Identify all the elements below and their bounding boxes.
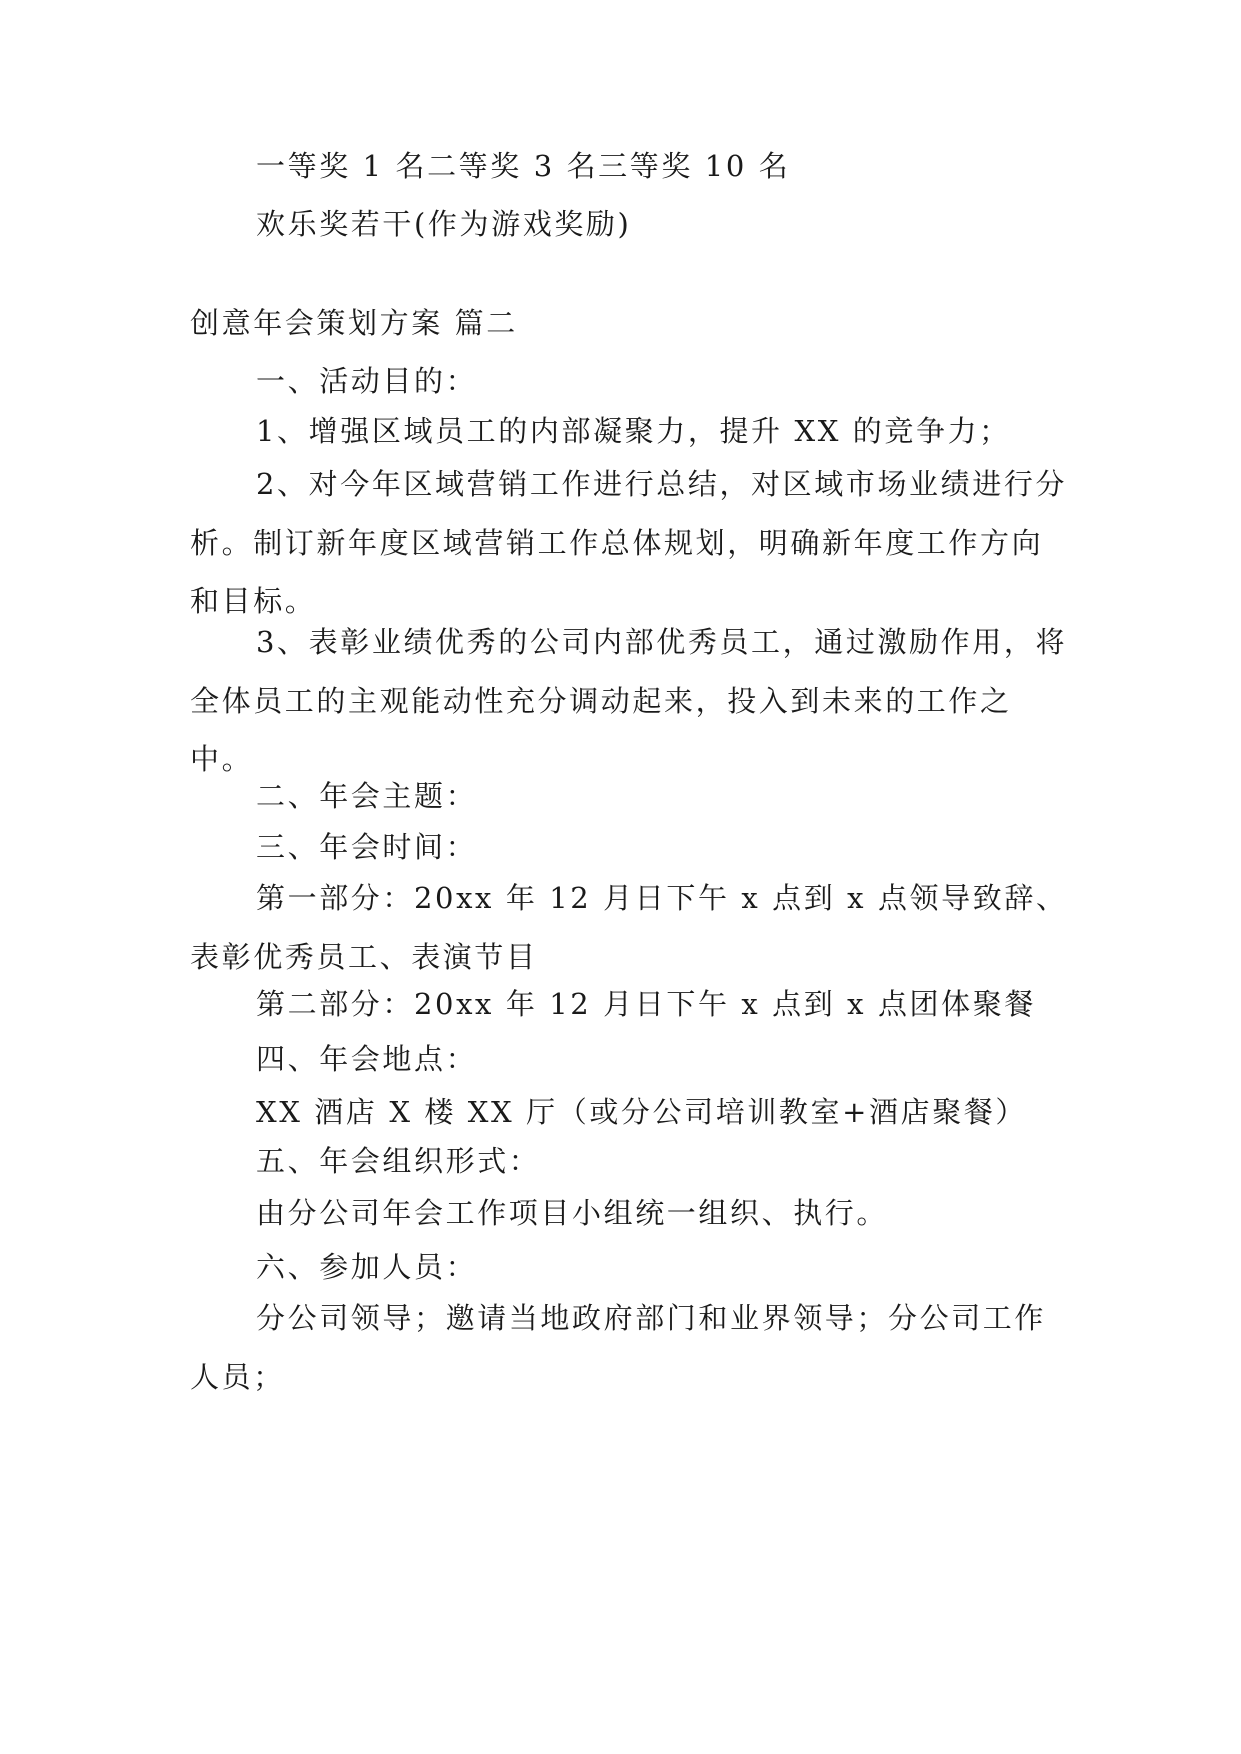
heading-activity-purpose: 一、活动目的： (256, 364, 478, 398)
purpose-item-1: 1、增强区域员工的内部凝聚力，提升 XX 的竞争力； (256, 414, 1011, 448)
organization-text: 由分公司年会工作项目小组统一组织、执行。 (256, 1196, 889, 1230)
attendees-text: 分公司领导；邀请当地政府部门和业界领导；分公司工作人员； (190, 1301, 1047, 1394)
fun-prize-line: 欢乐奖若干(作为游戏奖励) (256, 207, 632, 241)
venue-text: XX 酒店 X 楼 XX 厅（或分公司培训教室+酒店聚餐） (256, 1095, 1028, 1129)
heading-organization: 五、年会组织形式： (256, 1144, 541, 1178)
section-title: 创意年会策划方案 篇二 (190, 306, 518, 340)
purpose-item-3: 3、表彰业绩优秀的公司内部优秀员工，通过激励作用，将全体员工的主观能动性充分调动起来，投入到未来的工作之中。 (190, 625, 1068, 776)
purpose-item-2: 2、对今年区域营销工作进行总结，对区域市场业绩进行分析。制订新年度区域营销工作总体规划，明确新年度工作方向和目标。 (190, 467, 1068, 618)
time-part-1: 第一部分：20xx 年 12 月日下午 x 点到 x 点领导致辞、表彰优秀员工、表演节目 (190, 881, 1068, 974)
heading-venue: 四、年会地点： (256, 1042, 478, 1076)
heading-time: 三、年会时间： (256, 830, 478, 864)
time-part-2: 第二部分：20xx 年 12 月日下午 x 点到 x 点团体聚餐 (256, 987, 1036, 1021)
heading-attendees: 六、参加人员： (256, 1250, 478, 1284)
prizes-line: 一等奖 1 名二等奖 3 名三等奖 10 名 (256, 149, 791, 183)
heading-theme: 二、年会主题： (256, 779, 478, 813)
